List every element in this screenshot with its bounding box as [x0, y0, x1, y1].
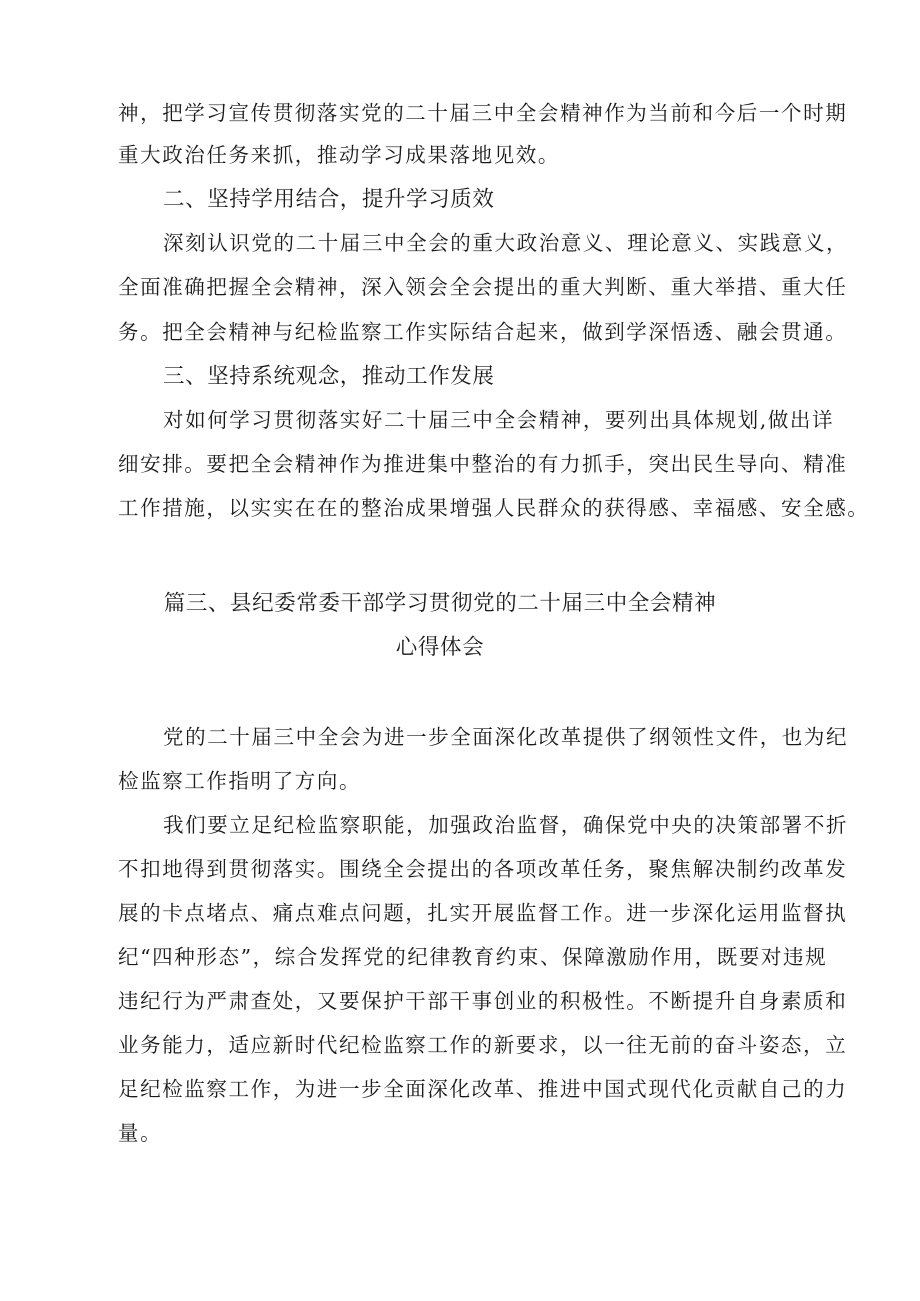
body-text-line: 重大政治任务来抓，推动学习成果落地见效。 — [118, 143, 560, 167]
article-subtitle: 心得体会 — [395, 635, 485, 660]
body-text-line: 检监察工作指明了方向。 — [118, 769, 362, 793]
body-text-line: 神，把学习宣传贯彻落实党的二十届三中全会精神作为当前和今后一个时期 — [118, 101, 848, 125]
body-text-line: 纪“四种形态”，综合发挥党的纪律教育约束、保障激励作用，既要对违规 — [118, 945, 828, 969]
body-text-line: 全面准确把握全会精神，深入领会全会提出的重大判断、重大举措、重大任 — [118, 275, 848, 299]
body-text-line: 细安排。要把全会精神作为推进集中整治的有力抓手，突出民生导向、精准 — [118, 452, 848, 476]
body-text-line: 违纪行为严肃查处，又要保护干部干事创业的积极性。不断提升自身素质和 — [118, 989, 848, 1013]
body-text-line: 深刻认识党的二十届三中全会的重大政治意义、理论意义、实践意义， — [163, 231, 849, 255]
body-text-line: 业务能力，适应新时代纪检监察工作的新要求，以一往无前的奋斗姿态，立 — [118, 1033, 848, 1057]
body-text-line: 量。 — [118, 1121, 163, 1145]
section-heading-two: 二、坚持学用结合，提升学习质效 — [163, 187, 495, 212]
body-text-line: 不扣地得到贯彻落实。围绕全会提出的各项改革任务，聚焦解决制约改革发 — [118, 857, 848, 881]
body-text-line: 党的二十届三中全会为进一步全面深化改革提供了纲领性文件，也为纪 — [163, 725, 849, 749]
body-text-line: 足纪检监察工作，为进一步全面深化改革、推进中国式现代化贡献自己的力 — [118, 1077, 848, 1101]
body-text-line: 对如何学习贯彻落实好二十届三中全会精神，要列出具体规划,做出详 — [163, 408, 835, 432]
body-text-line: 我们要立足纪检监察职能，加强政治监督，确保党中央的决策部署不折 — [163, 813, 849, 837]
article-title: 篇三、县纪委常委干部学习贯彻党的二十届三中全会精神 — [163, 591, 717, 616]
section-heading-three: 三、坚持系统观念，推动工作发展 — [163, 364, 495, 389]
body-text-line: 务。把全会精神与纪检监察工作实际结合起来，做到学深悟透、融会贯通。 — [118, 320, 848, 344]
body-text-line: 工作措施，以实实在在的整治成果增强人民群众的获得感、幸福感、安全感。 — [118, 496, 870, 520]
body-text-line: 展的卡点堵点、痛点难点问题，扎实开展监督工作。进一步深化运用监督执 — [118, 901, 848, 925]
